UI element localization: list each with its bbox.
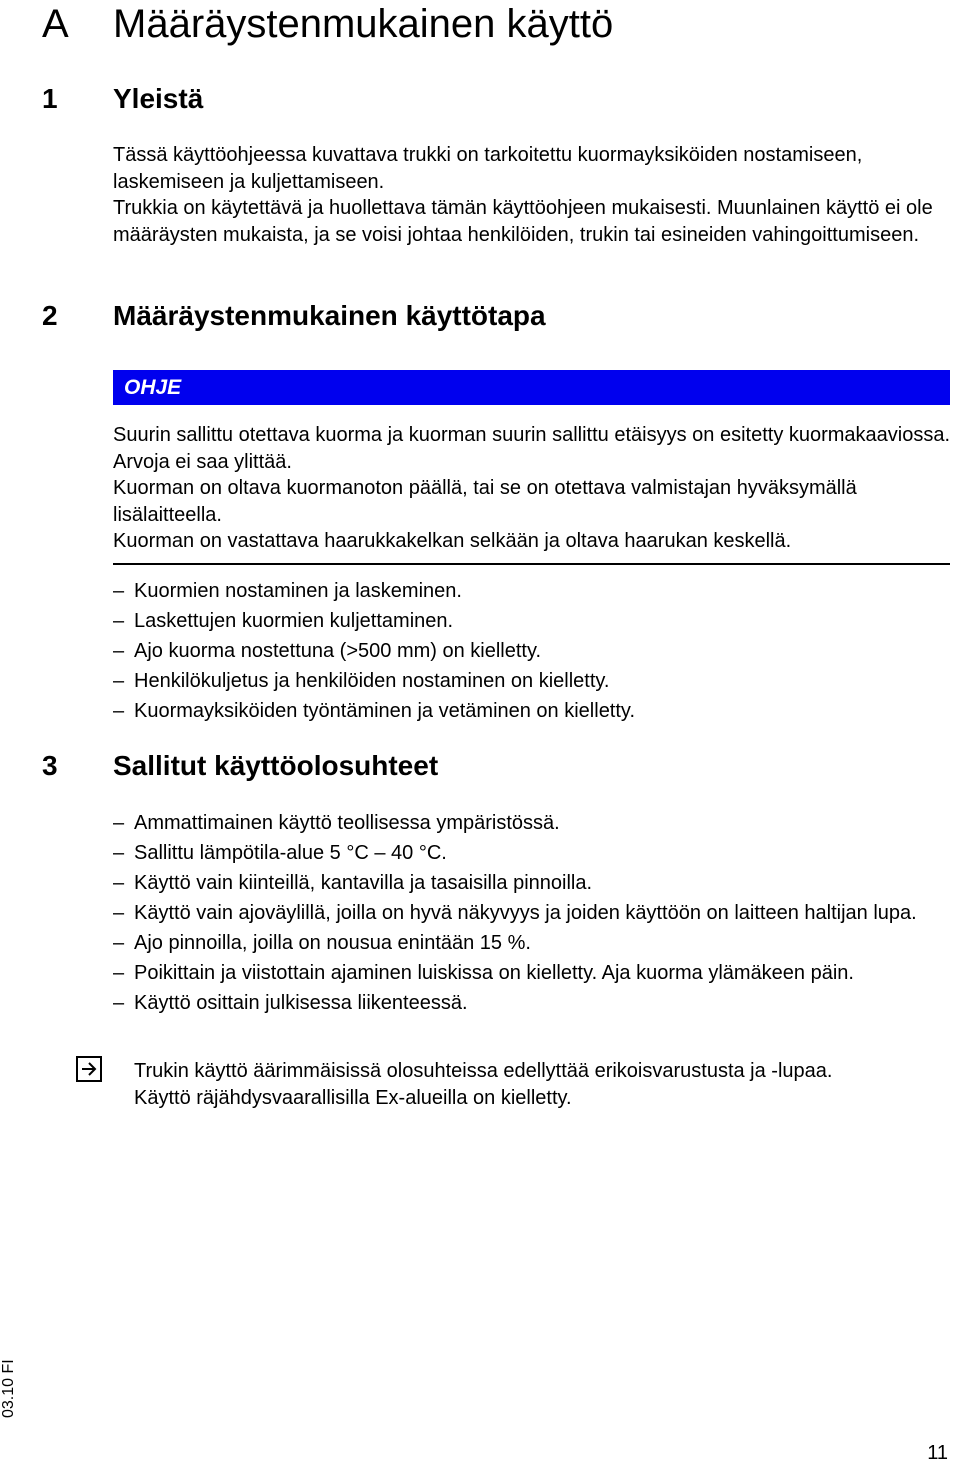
section-2-number: 2 [42, 300, 58, 331]
note-end-divider [113, 563, 950, 565]
note-body [113, 422, 951, 555]
list-item: – Kuormayksiköiden työntäminen ja vetäminen on kielletty. [113, 698, 951, 725]
hint-paragraph: Käyttö räjähdysvaarallisilla Ex-alueilla on kielletty. [134, 1086, 572, 1109]
list-item: – Henkilökuljetus ja henkilöiden nostaminen on kielletty. [113, 668, 951, 695]
section-3-title: Sallitut käyttöolosuhteet [113, 750, 439, 781]
dash-bullet-icon: – [113, 842, 125, 864]
page-number: 11 [927, 1442, 948, 1464]
list-item: – Laskettujen kuormien kuljettaminen. [113, 608, 951, 635]
section-1-paragraph: Trukkia on käytettävä ja huollettava tämän käyttöohjeen mukaisesti. Muunlainen käyttö ei ole määräysten mukaista, ja se voisi johtaa henkilöiden, trukin tai esineiden vahingoittumiseen. [113, 197, 933, 246]
dash-bullet-icon: – [113, 640, 125, 662]
hint-paragraph: Trukin käyttö äärimmäisissä olosuhteissa edellyttää erikoisvarustusta ja -lupaa. [134, 1060, 833, 1082]
chapter-title: Määräystenmukainen käyttö [113, 2, 614, 46]
chapter-letter: A [42, 2, 69, 46]
section-2-list [113, 578, 951, 728]
list-item: – Poikittain ja viistottain ajaminen luiskissa on kielletty. Aja kuorma ylämäkeen päin. [113, 960, 951, 987]
list-item: – Käyttö osittain julkisessa liikenteessä. [113, 990, 951, 1017]
dash-bullet-icon: – [113, 872, 125, 894]
note-paragraph: Kuorman on vastattava haarukkakelkan selkään ja oltava haarukan keskellä. [113, 530, 792, 552]
list-item: – Kuormien nostaminen ja laskeminen. [113, 578, 951, 605]
note-paragraph: Kuorman on oltava kuormanoton päällä, tai se on otettava valmistajan hyväksymällä lisälaitteella. [113, 477, 857, 526]
dash-bullet-icon: – [113, 812, 125, 834]
note-label: OHJE [124, 376, 182, 399]
dash-bullet-icon: – [113, 932, 125, 954]
list-item: – Käyttö vain kiinteillä, kantavilla ja tasaisilla pinnoilla. [113, 870, 951, 897]
list-item: – Käyttö vain ajoväylillä, joilla on hyvä näkyvyys ja joiden käyttöön on laitteen haltijan lupa. [113, 900, 951, 927]
list-item: – Ammattimainen käyttö teollisessa ympäristössä. [113, 810, 951, 837]
dash-bullet-icon: – [113, 580, 125, 602]
hint-body [134, 1058, 951, 1111]
section-3-number: 3 [42, 750, 58, 781]
section-1-title: Yleistä [113, 83, 204, 114]
dash-bullet-icon: – [113, 992, 125, 1014]
dash-bullet-icon: – [113, 610, 125, 632]
section-2-title: Määräystenmukainen käyttötapa [113, 300, 546, 331]
section-3-list [113, 810, 951, 1020]
arrow-right-icon [76, 1056, 102, 1082]
dash-bullet-icon: – [113, 962, 125, 984]
note-paragraph: Suurin sallittu otettava kuorma ja kuorman suurin sallittu etäisyys on esitetty kuormakaaviossa. Arvoja ei saa ylittää. [113, 424, 951, 473]
dash-bullet-icon: – [113, 670, 125, 692]
section-1-number: 1 [42, 83, 58, 114]
section-1-body [113, 142, 951, 248]
list-item: – Sallittu lämpötila-alue 5 °C – 40 °C. [113, 840, 951, 867]
dash-bullet-icon: – [113, 902, 125, 924]
section-1-paragraph: Tässä käyttöohjeessa kuvattava trukki on tarkoitettu kuormayksiköiden nostamiseen, laskemiseen ja kuljettamiseen. [113, 144, 863, 193]
edition-label: 03.10 FI [0, 1359, 17, 1418]
list-item: – Ajo kuorma nostettuna (>500 mm) on kielletty. [113, 638, 951, 665]
note-header-bar [113, 370, 950, 405]
list-item: – Ajo pinnoilla, joilla on nousua enintään 15 %. [113, 930, 951, 957]
dash-bullet-icon: – [113, 700, 125, 722]
